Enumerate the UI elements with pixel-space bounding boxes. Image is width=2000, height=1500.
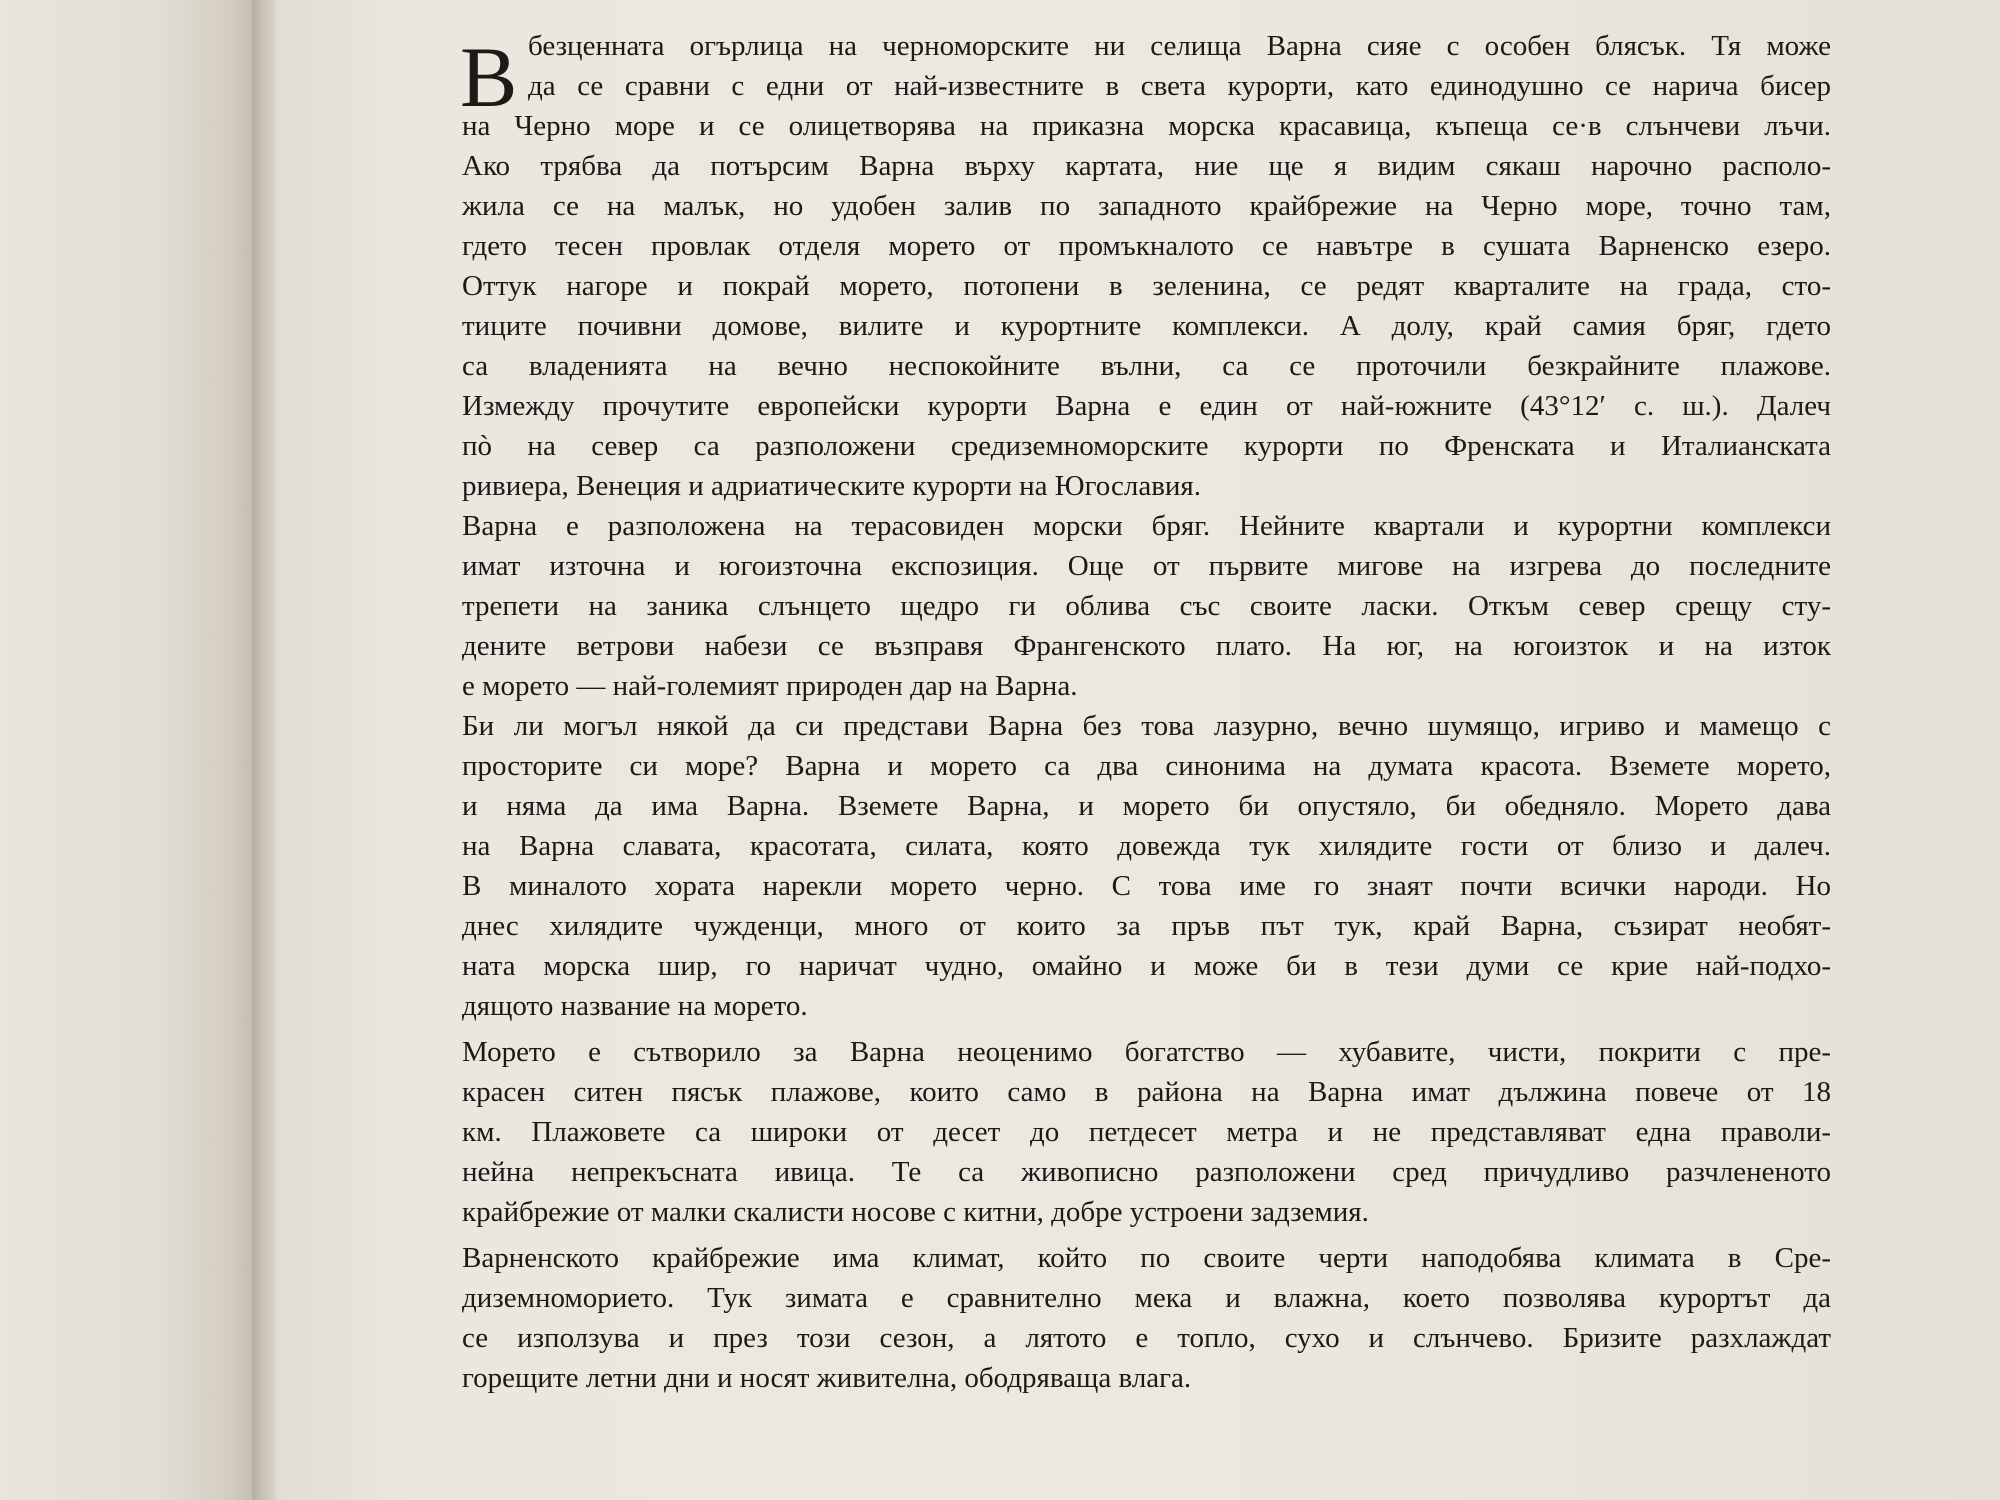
text-line: да се сравни с едни от най-известните в света курорти, като единодушно се нарича бисер (528, 70, 1831, 102)
text-line: Оттук нагоре и покрай морето, потопени в зеленина, се редят кварталите на града, сто- (462, 270, 1831, 302)
text-line: км. Плажовете са широки от десет до петдесет метра и не представляват една праволи- (462, 1116, 1831, 1148)
text-line: имат източна и югоизточна експозиция. Още от първите мигове на изгрева до последните (462, 550, 1831, 582)
text-line: Измежду прочутите европейски курорти Варна е един от най-южните (43°12′ с. ш.). Далеч (462, 390, 1831, 422)
text-line: нейна непрекъсната ивица. Те са живописно разположени сред причудливо разчлененото (462, 1156, 1831, 1188)
text-line: просторите си море? Варна и морето са два синонима на думата красота. Вземете морето, (462, 750, 1831, 782)
text-line: Морето е сътворило за Варна неоценимо богатство — хубавите, чисти, покрити с пре- (462, 1036, 1831, 1068)
text-line: горещите летни дни и носят живителна, ободряваща влага. (462, 1362, 1192, 1394)
text-line: дените ветрови набези се възправя Франгенското плато. На юг, на югоизток и на изток (462, 630, 1831, 662)
text-line: се използува и през този сезон, а лятото е топло, сухо и слънчево. Бризите разхлаждат (462, 1322, 1831, 1354)
text-line: на Черно море и се олицетворява на приказна морска красавица, къпеща се·в слънчеви лъчи. (462, 110, 1831, 142)
text-line: безценната огърлица на черноморските ни селища Варна сияе с особен блясък. Тя може (528, 30, 1831, 62)
left-page (0, 0, 262, 1500)
text-line: трепети на заника слънцето щедро ги облива със своите ласки. Откъм север срещу сту- (462, 590, 1831, 622)
text-line: е морето — най-големият природен дар на Варна. (462, 670, 1078, 702)
text-line: Ако трябва да потърсим Варна върху картата, ние ще я видим сякаш нарочно располо- (462, 150, 1831, 182)
text-line: красен ситен пясък плажове, които само в района на Варна имат дължина повече от 18 (462, 1076, 1831, 1108)
text-line: дящото название на морето. (462, 990, 808, 1022)
text-line: тиците почивни домове, вилите и курортните комплекси. А долу, край самия бряг, гдето (462, 310, 1831, 342)
text-line: гдето тесен провлак отделя морето от промъкналото се навътре в сушата Варненско езеро. (462, 230, 1831, 262)
body-text (460, 24, 1835, 1424)
text-line: са владенията на вечно неспокойните вълни, са се проточили безкрайните плажове. (462, 350, 1831, 382)
text-line: Би ли могъл някой да си представи Варна без това лазурно, вечно шумящо, игриво и мамещо с (462, 710, 1831, 742)
drop-cap: В (460, 29, 518, 125)
text-line: диземноморието. Тук зимата е сравнително мека и влажна, което позволява курортът да (462, 1282, 1831, 1314)
text-line: ривиера, Венеция и адриатическите курорти на Югославия. (462, 470, 1201, 502)
text-line: и няма да има Варна. Вземете Варна, и морето би опустяло, би обедняло. Морето дава (462, 790, 1831, 822)
text-line: жила се на малък, но удобен залив по западното крайбрежие на Черно море, точно там, (462, 190, 1831, 222)
text-line: крайбрежие от малки скалисти носове с китни, добре устроени задземия. (462, 1196, 1369, 1228)
book-spine (252, 0, 278, 1500)
text-line: В миналото хората нарекли морето черно. С това име го знаят почти всички народи. Но (462, 870, 1831, 902)
text-line: днес хилядите чужденци, много от които за пръв път тук, край Варна, съзират необят- (462, 910, 1831, 942)
text-line: на Варна славата, красотата, силата, която довежда тук хилядите гости от близо и далеч. (462, 830, 1831, 862)
text-line: ната морска шир, го наричат чудно, омайно и може би в тези думи се крие най-подхо- (462, 950, 1831, 982)
text-line: пò на север са разположени средиземноморските курорти по Френската и Италианската (462, 430, 1831, 462)
text-line: Варненското крайбрежие има климат, който по своите черти наподобява климата в Сре- (462, 1242, 1831, 1274)
text-line: Варна е разположена на терасовиден морски бряг. Нейните квартали и курортни комплекси (462, 510, 1831, 542)
